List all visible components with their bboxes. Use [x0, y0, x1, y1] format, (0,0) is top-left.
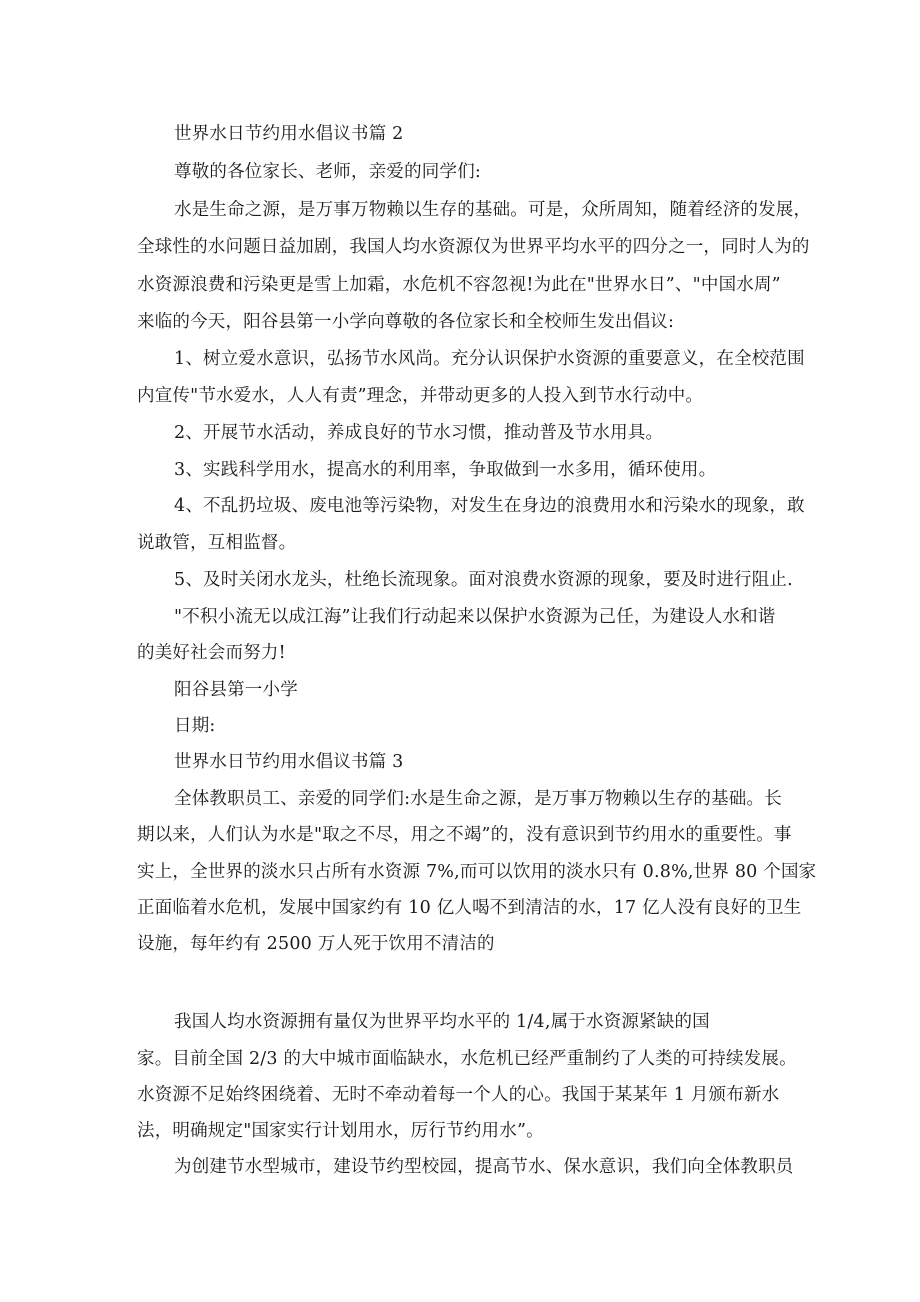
paragraph-line: 正面临着水危机，发展中国家约有 10 亿人喝不到清洁的水，17 亿人没有良好的卫生: [137, 898, 802, 918]
section-heading-3: 世界水日节约用水倡议书篇 3: [174, 752, 404, 772]
proposal-item-4: 4、不乱扔垃圾、废电池等污染物，对发生在身边的浪费用水和污染水的现象，敢: [174, 496, 805, 516]
paragraph-line: 我国人均水资源拥有量仅为世界平均水平的 1/4,属于水资源紧缺的国: [174, 1012, 710, 1032]
signature-school: 阳谷县第一小学: [174, 680, 298, 700]
closing-line-cont: 的美好社会而努力!: [137, 643, 286, 663]
proposal-item-3: 3、实践科学用水，提高水的利用率，争取做到一水多用，循环使用。: [174, 460, 717, 480]
closing-line: "不积小流无以成江海”让我们行动起来以保护水资源为己任，为建设人水和谐: [174, 607, 776, 627]
section-heading-2: 世界水日节约用水倡议书篇 2: [174, 124, 404, 144]
proposal-item-1-cont: 内宣传"节水爱水，人人有责”理念，并带动更多的人投入到节水行动中。: [137, 386, 704, 406]
proposal-item-5: 5、及时关闭水龙头，杜绝长流现象。面对浪费水资源的现象，要及时进行阻止.: [174, 570, 793, 590]
paragraph-line: 水资源不足始终困绕着、无时不牵动着每一个人的心。我国于某某年 1 月颁布新水: [137, 1085, 780, 1105]
paragraph-line: 来临的今天，阳谷县第一小学向尊敬的各位家长和全校师生发出倡议:: [137, 312, 675, 332]
proposal-item-4-cont: 说敢管，互相监督。: [137, 533, 297, 553]
paragraph-line: 法，明确规定"国家实行计划用水，厉行节约用水”。: [137, 1121, 544, 1141]
signature-date: 日期:: [174, 716, 216, 736]
proposal-item-1: 1、树立爱水意识，弘扬节水风尚。充分认识保护水资源的重要意义，在全校范围: [174, 349, 805, 369]
paragraph-line: 为创建节水型城市，建设节约型校园，提高节水、保水意识，我们向全体教职员: [174, 1157, 794, 1177]
proposal-item-2: 2、开展节水活动，养成良好的节水习惯，推动普及节水用具。: [174, 423, 664, 443]
paragraph-line: 期以来，人们认为水是"取之不尽，用之不竭”的，没有意识到节约用水的重要性。事: [137, 825, 792, 845]
paragraph-line: 水资源浪费和污染更是雪上加霜，水危机不容忽视!为此在"世界水日”、"中国水周”: [137, 275, 781, 295]
paragraph-line: 实上，全世界的淡水只占所有水资源 7%,而可以饮用的淡水只有 0.8%,世界 80 个国家: [137, 862, 817, 882]
paragraph-line: 家。目前全国 2/3 的大中城市面临缺水，水危机已经严重制约了人类的可持续发展。: [137, 1049, 797, 1069]
salutation-line: 尊敬的各位家长、老师，亲爱的同学们:: [174, 162, 481, 182]
paragraph-line: 全球性的水问题日益加剧，我国人均水资源仅为世界平均水平的四分之一，同时人为的: [137, 237, 810, 257]
paragraph-line: 设施，每年约有 2500 万人死于饮用不清洁的: [137, 934, 495, 954]
paragraph-line: 全体教职员工、亲爱的同学们:水是生命之源，是万事万物赖以生存的基础。长: [174, 789, 782, 809]
paragraph-line: 水是生命之源，是万事万物赖以生存的基础。可是，众所周知，随着经济的发展，: [174, 200, 812, 220]
